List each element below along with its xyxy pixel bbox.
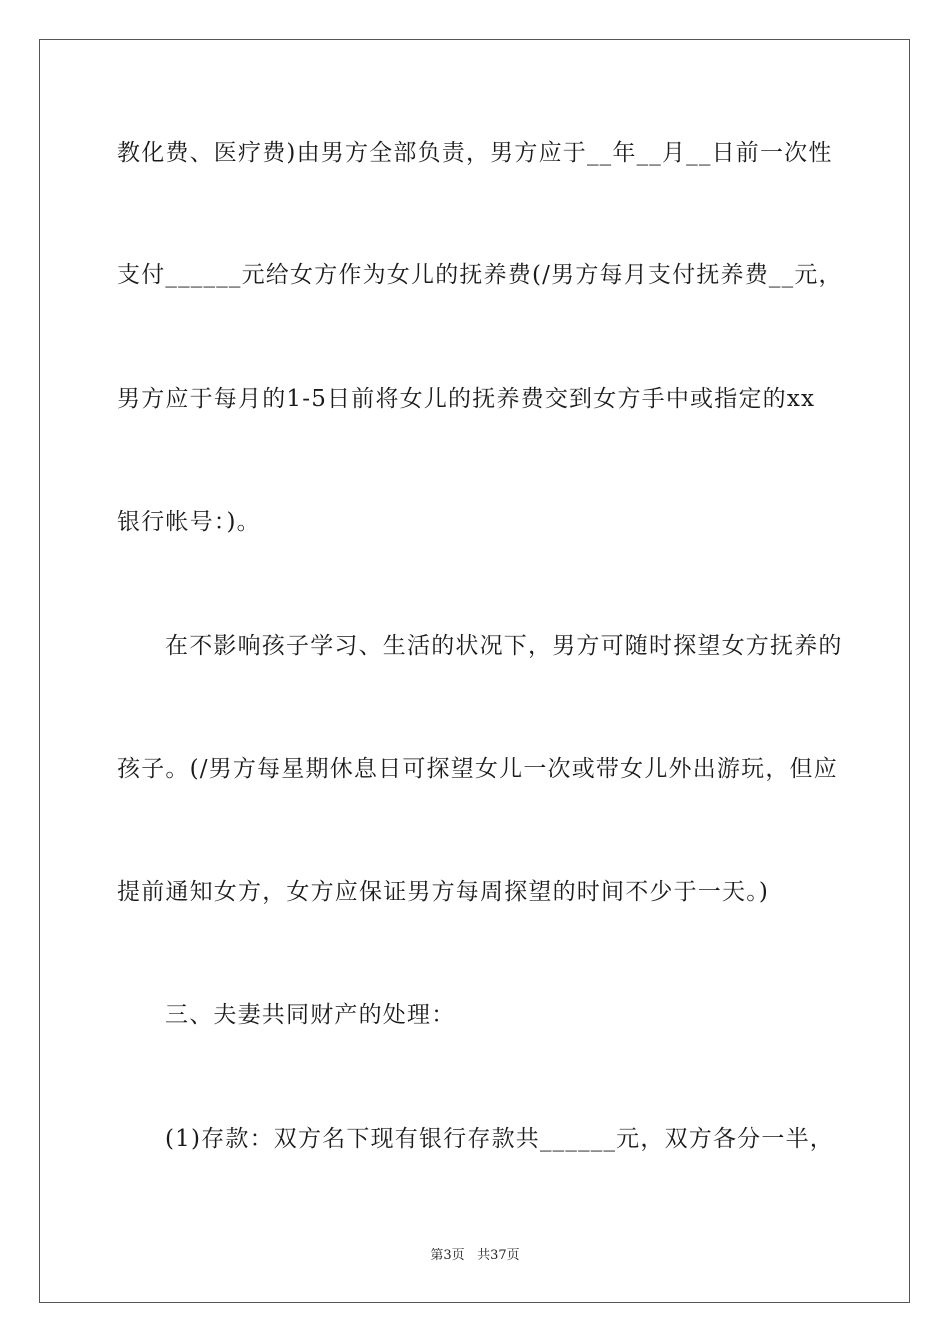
page-footer xyxy=(0,1247,950,1265)
paragraph-line-5: 在不影响孩子学习、生活的状况下，男方可随时探望女方抚养的 xyxy=(165,633,843,659)
paragraph-line-9: (1)存款：双方名下现有银行存款共______元，双方各分一半， xyxy=(165,1126,834,1152)
paragraph-line-4: 银行帐号：)。 xyxy=(117,509,261,535)
page-number: 第3页 xyxy=(430,1248,465,1263)
footer-spacer xyxy=(465,1248,477,1263)
page-frame xyxy=(39,39,910,1303)
section-heading: 三、夫妻共同财产的处理： xyxy=(165,1002,456,1028)
paragraph-line-2: 支付______元给女方作为女儿的抚养费(/男方每月支付抚养费__元， xyxy=(117,262,843,288)
paragraph-line-6: 孩子。(/男方每星期休息日可探望女儿一次或带女儿外出游玩，但应 xyxy=(117,756,838,782)
page-total: 共37页 xyxy=(477,1248,520,1263)
paragraph-line-3: 男方应于每月的1-5日前将女儿的抚养费交到女方手中或指定的xx xyxy=(117,386,816,412)
paragraph-line-1: 教化费、医疗费)由男方全部负责，男方应于__年__月__日前一次性 xyxy=(117,140,833,166)
paragraph-line-7: 提前通知女方，女方应保证男方每周探望的时间不少于一天。) xyxy=(117,879,770,905)
